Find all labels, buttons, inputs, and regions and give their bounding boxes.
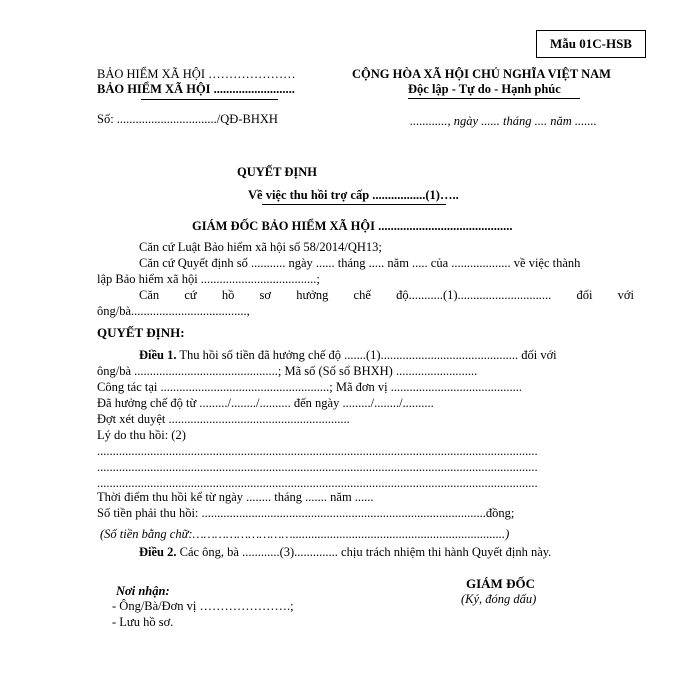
basis-record-word: chế — [353, 288, 371, 302]
agency-name-line1: BẢO HIỂM XÃ HỘI ………………… — [97, 67, 296, 81]
document-title: QUYẾT ĐỊNH — [237, 165, 317, 179]
basis-record-word: sơ — [259, 288, 272, 302]
article1-line3: Công tác tại ......................................................; Mã đơn vị .......................................... — [97, 380, 522, 394]
recipients-label: Nơi nhận: — [116, 584, 170, 598]
article1-line5: Đợt xét duyệt .......................................................... — [97, 412, 350, 426]
article1-text: Thu hồi số tiền đã hưởng chế độ .......(1)............................................ đối với — [176, 348, 557, 362]
motto-underline — [408, 98, 580, 99]
agency-underline — [141, 99, 278, 100]
recipient-item: - Lưu hồ sơ. — [112, 615, 174, 629]
signature-note: (Ký, đóng dấu) — [461, 592, 537, 606]
basis-record-word: độ...........(1).............................. — [396, 288, 552, 302]
article1-line8: Số tiền phải thu hồi: ...........................................................................................đồng; — [97, 506, 515, 520]
basis-record-line2: ông/bà....................................., — [97, 304, 250, 318]
basis-record-word: với — [617, 288, 634, 302]
basis-record-word: Căn — [139, 288, 160, 302]
basis-law: Căn cứ Luật Bảo hiểm xã hội số 58/2014/QH13; — [139, 240, 382, 254]
basis-record-word: đối — [576, 288, 593, 302]
country-name: CỘNG HÒA XÃ HỘI CHỦ NGHĨA VIỆT NAM — [352, 67, 611, 81]
agency-name-line2: BẢO HIỂM XÃ HỘI .......................... — [97, 82, 295, 96]
basis-record-word: hồ — [221, 288, 235, 302]
article2-text: Các ông, bà ............(3).............. chịu trách nhiệm thi hành Quyết định này. — [176, 545, 552, 559]
recipient-item: - Ông/Bà/Đơn vị ………………….; — [112, 599, 294, 613]
article1-line2: ông/bà ..............................................; Mã số (Số sổ BHXH) .......................... — [97, 364, 478, 378]
motto: Độc lập - Tự do - Hạnh phúc — [408, 82, 561, 96]
article2-line — [139, 545, 551, 560]
article1-label: Điều 1. — [139, 348, 177, 362]
basis-record-word: cứ — [184, 288, 197, 302]
reason-blank-line: ............................................................................................................................................. — [97, 444, 538, 458]
document-subtitle: Về việc thu hồi trợ cấp .................(1)….. — [248, 188, 459, 202]
article1-line1 — [139, 348, 557, 363]
reason-blank-line: ............................................................................................................................................. — [97, 460, 538, 474]
basis-decision-line2: lập Bảo hiểm xã hội .....................................; — [97, 272, 320, 286]
document-date: ............, ngày ...... tháng .... năm ....... — [410, 114, 597, 128]
basis-record-word: hưởng — [296, 288, 329, 302]
form-code-badge: Mẫu 01C-HSB — [536, 30, 646, 58]
reason-blank-line: ............................................................................................................................................. — [97, 476, 538, 490]
decides-label: QUYẾT ĐỊNH: — [97, 325, 185, 340]
article1-line7: Thời điểm thu hồi kể từ ngày ........ tháng ....... năm ...... — [97, 490, 374, 504]
basis-decision-line1: Căn cứ Quyết định số ........... ngày ...... tháng ..... năm ..... của ................... về việc thành — [139, 256, 581, 270]
article2-label: Điều 2. — [139, 545, 177, 559]
article1-line9: (Số tiền bằng chữ:………………………....................................................................) — [100, 527, 510, 541]
article1-line6: Lý do thu hồi: (2) — [97, 428, 186, 442]
subtitle-underline — [262, 204, 446, 205]
signature-title: GIÁM ĐỐC — [466, 576, 535, 591]
document-number: Số: ................................/QĐ-BHXH — [97, 112, 278, 126]
basis-record-line1 — [139, 288, 634, 303]
director-heading: GIÁM ĐỐC BẢO HIỂM XÃ HỘI ........................................... — [192, 219, 513, 233]
article1-line4: Đã hưởng chế độ từ ........./......../.......... đến ngày ........./......../.......... — [97, 396, 434, 410]
